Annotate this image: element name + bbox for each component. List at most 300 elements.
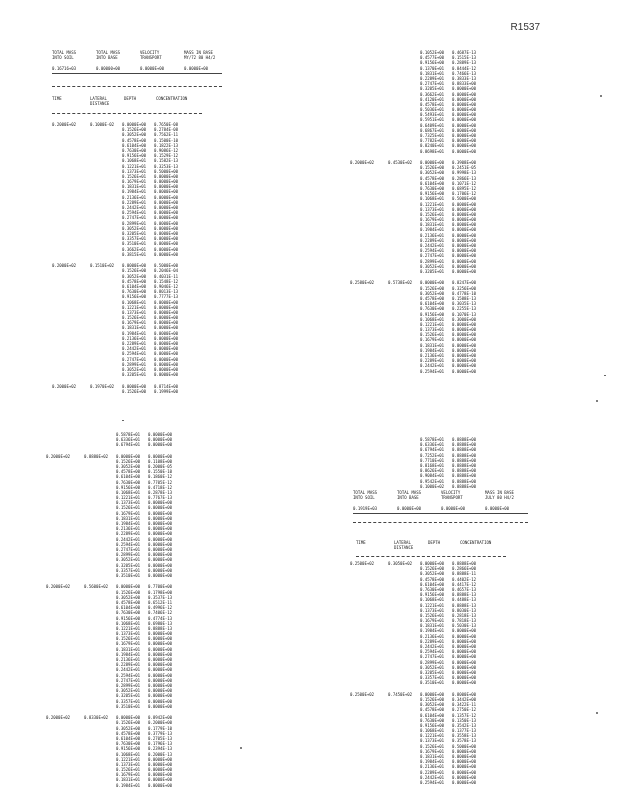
concentration-value: 0.0000E+00	[148, 698, 173, 704]
depth-value: 0.2289E+01	[116, 662, 141, 668]
header-value: 0.16716+03	[52, 66, 77, 71]
depth-value: 0.3052E+01	[116, 557, 141, 563]
time-value: 0.2500E+02	[350, 561, 375, 566]
concentration-value: 0.0000E+00	[148, 515, 173, 521]
depth-value: 0.2136E+01	[420, 353, 445, 359]
concentration-value: 0.0000E+00	[154, 236, 179, 242]
depth-value: 0.2289E+01	[420, 358, 445, 364]
concentration-value: 0.0000E+00	[452, 222, 477, 228]
depth-value: 0.3815E+01	[122, 251, 147, 257]
concentration-value: 0.0000E+00	[452, 774, 477, 780]
time-value: 0.2000E+02	[52, 122, 77, 127]
concentration-value: 0.8833E+00	[452, 81, 477, 87]
depth-value: 0.6409E+01	[420, 122, 445, 128]
concentration-value: 0.0000E+00	[148, 453, 173, 459]
concentration-value: 0.0000E+00	[148, 505, 173, 511]
depth-value: 0.5036E+01	[420, 107, 445, 113]
header-value: 0.0000E+00	[441, 506, 466, 511]
column-header-rule	[52, 113, 202, 114]
data-block	[46, 454, 196, 579]
concentration-value: 0.0000E+00	[154, 346, 179, 352]
concentration-value: 0.0000E+00	[452, 327, 477, 333]
depth-value: 0.0000E+00	[116, 453, 141, 459]
scan-speck	[596, 712, 598, 714]
depth-value: 0.1373E+01	[420, 738, 445, 744]
depth-value: 0.3052E+00	[116, 594, 141, 600]
concentration-value: 0.7818E-13	[452, 618, 477, 624]
depth-value: 0.7630E+00	[420, 586, 445, 592]
concentration-column	[452, 692, 496, 785]
data-block	[46, 715, 196, 788]
depth-value: 0.2289E+01	[420, 769, 445, 775]
concentration-value: 0.0000E+00	[154, 320, 179, 326]
depth-value: 0.7252E+01	[420, 452, 445, 458]
depth-value: 0.1526E+01	[116, 505, 141, 511]
column-header-rule-right	[356, 556, 506, 557]
concentration-value: 0.2451E-05	[452, 165, 477, 171]
concentration-value: 0.1798E+00	[148, 589, 173, 595]
depth-value: 0.2442E+01	[116, 667, 141, 673]
concentration-value: 0.3035E-13	[452, 301, 477, 307]
concentration-value: 0.2878E-13	[148, 489, 173, 495]
depth-value: 0.1068E+01	[116, 489, 141, 495]
concentration-value: 0.0000E+00	[154, 330, 179, 336]
concentration-value: 0.0000E+00	[154, 351, 179, 357]
concentration-value: 0.4031E-11	[154, 273, 179, 279]
concentration-value: 0.5030E-13	[452, 623, 477, 629]
depth-value: 0.1831E+01	[122, 325, 147, 331]
depth-value: 0.7630E+00	[122, 289, 147, 295]
depth-value: 0.1679E+01	[420, 217, 445, 223]
depth-value: 0.1526E+00	[122, 268, 147, 274]
time-value: 0.2000E+02	[52, 383, 77, 389]
concentration-value: 0.0000E+00	[452, 664, 477, 670]
concentration-value: 0.0000E+00	[452, 248, 477, 254]
depth-value: 0.4120E+01	[420, 96, 445, 102]
depth-value: 0.1526E+00	[122, 127, 147, 133]
concentration-value: 0.0000E+00	[148, 667, 173, 673]
concentration-value: 0.8888E+00	[452, 452, 477, 458]
depth-value: 0.1068E+01	[116, 620, 141, 626]
depth-value: 0.1526E+00	[420, 285, 445, 291]
depth-value: 0.4578E+00	[420, 175, 445, 181]
concentration-value: 0.2784E-08	[154, 127, 179, 133]
depth-value: 0.6794E+01	[420, 447, 445, 453]
header-label: TOTAL MASS INTO SOIL	[353, 490, 378, 500]
concentration-value: 0.2000E+00	[148, 720, 173, 726]
concentration-value: 0.0000E+00	[148, 677, 173, 683]
depth-value: 0.6104E+00	[420, 180, 445, 186]
concentration-value: 0.7650E-08	[154, 122, 179, 127]
concentration-value: 0.8888E+00	[452, 437, 477, 442]
depth-value: 0.1373E+01	[116, 631, 141, 637]
col-header-concentration: CONCENTRATION	[156, 96, 188, 101]
col-header-distance: LATERAL DISTANCE	[394, 540, 414, 550]
header-rule-mid-dashed	[353, 522, 528, 523]
depth-value: 0.3052E+01	[116, 688, 141, 694]
concentration-value: 0.0000E+00	[452, 143, 477, 149]
concentration-value: 0.2046E-04	[154, 268, 179, 274]
depth-value: 0.3052E+01	[122, 366, 147, 372]
depth-value: 0.3052E+01	[420, 263, 445, 269]
concentration-value: 0.0000E+00	[452, 779, 477, 785]
depth-value: 0.2136E+01	[420, 232, 445, 238]
depth-value: 0.4578E+00	[122, 137, 147, 143]
depth-value: 0.1068E+01	[420, 316, 445, 322]
concentration-value: 0.5000E+00	[452, 743, 477, 749]
depth-value: 0.1370E+01	[420, 65, 445, 71]
depth-value: 0.1068E+01	[420, 728, 445, 734]
concentration-value: 0.0000E+00	[154, 194, 179, 200]
concentration-value: 0.7466E-13	[452, 70, 477, 76]
depth-value: 0.0000E+00	[420, 280, 445, 286]
depth-value: 0.2899E+01	[122, 220, 147, 226]
depth-value: 0.6104E+00	[420, 581, 445, 587]
concentration-value: 0.0000E+00	[154, 241, 179, 247]
concentration-value: 0.1706E-12	[452, 191, 477, 197]
concentration-value: 0.0000E+00	[148, 767, 173, 773]
col-header-time: TIME	[356, 540, 366, 545]
concentration-value: 0.4718E-12	[148, 484, 173, 490]
concentration-value: 0.3253E-13	[154, 163, 179, 169]
concentration-value: 0.3779E-13	[148, 730, 173, 736]
data-block	[350, 437, 500, 489]
depth-value: 0.5951E+01	[420, 117, 445, 123]
concentration-value: 0.0000E+00	[452, 227, 477, 233]
header-rule	[52, 73, 222, 74]
depth-value: 0.2899E+01	[122, 361, 147, 367]
depth-value: 0.0000E+00	[122, 122, 147, 127]
concentration-value: 0.0000E+00	[154, 173, 179, 179]
time-value: 0.2580E+02	[350, 280, 375, 286]
depth-value: 0.1526E+01	[420, 211, 445, 217]
depth-value: 0.7630E+00	[420, 185, 445, 191]
concentration-value: 0.0000E+00	[452, 754, 477, 760]
depth-value: 0.0000E+00	[420, 561, 445, 566]
concentration-value: 0.1779E-10	[148, 725, 173, 731]
concentration-column	[148, 454, 192, 579]
depth-value: 0.2747E+01	[420, 253, 445, 259]
concentration-value: 0.0000E+00	[452, 138, 477, 144]
depth-value: 0.2289E+01	[116, 531, 141, 537]
concentration-value: 0.0000E+00	[154, 230, 179, 236]
header-label: VELOCITY TRANSPORT	[441, 490, 463, 500]
depth-value: 0.2136E+01	[420, 764, 445, 770]
depth-value: 0.4578E+00	[420, 295, 445, 301]
data-block	[350, 280, 500, 374]
concentration-value: 0.8714E+00	[154, 383, 179, 389]
depth-value: 0.2442E+01	[420, 644, 445, 649]
concentration-value: 0.4778E-10	[452, 290, 477, 296]
depth-value: 0.0000E+00	[420, 160, 445, 165]
concentration-value: 0.1822E-13	[154, 142, 179, 148]
time-value: 0.2500E+02	[350, 691, 375, 697]
concentration-value: 0.0000E+00	[452, 268, 477, 274]
depth-value: 0.4578E+00	[116, 730, 141, 736]
depth-value: 0.3205E+01	[420, 86, 445, 92]
depth-value: 0.3052E+00	[420, 702, 445, 708]
concentration-value: 0.1550E-10	[148, 469, 173, 475]
depth-value: 0.9156E+00	[116, 484, 141, 490]
depth-value: 0.1221E+01	[420, 321, 445, 327]
concentration-value: 0.3908E+00	[452, 160, 477, 165]
concentration-value: 0.1515E-13	[452, 55, 477, 61]
concentration-value: 0.1548E-12	[154, 278, 179, 284]
depth-value: 0.1221E+01	[420, 733, 445, 739]
concentration-value: 0.8247E+00	[452, 280, 477, 286]
concentration-value: 0.2000E-05	[148, 463, 173, 469]
concentration-value: 0.7777E-13	[154, 294, 179, 300]
data-block	[52, 263, 202, 377]
depth-value: 0.1068E+01	[116, 751, 141, 757]
depth-value: 0.1984E+01	[116, 651, 141, 657]
concentration-value: 0.2394E-13	[148, 746, 173, 752]
concentration-value: 0.0000E+00	[148, 526, 173, 532]
concentration-value: 0.2255E-13	[452, 306, 477, 312]
depth-value: 0.1679E+01	[420, 618, 445, 624]
concentration-value: 0.2000E-13	[148, 751, 173, 757]
depth-value: 0.1984E+01	[122, 189, 147, 195]
concentration-column	[452, 280, 496, 373]
depth-value: 0.9156E+00	[116, 746, 141, 752]
concentration-value: 0.9998E-13	[452, 170, 477, 176]
distance-value: 0.5600E+02	[84, 584, 109, 590]
concentration-value: 0.0000E+00	[452, 258, 477, 264]
time-value: 0.2000E+02	[46, 453, 71, 459]
depth-value: 0.1679E+01	[116, 772, 141, 778]
concentration-value: 0.0000E+00	[154, 251, 179, 257]
depth-value: 0.9156E+00	[420, 722, 445, 728]
concentration-value: 0.0000E+00	[154, 335, 179, 341]
concentration-value: 0.0000E+00	[452, 253, 477, 259]
depth-value: 0.1526E+00	[420, 696, 445, 702]
depth-value: 0.3052E+00	[420, 290, 445, 296]
depth-value: 0.7630E+00	[420, 717, 445, 723]
concentration-value: 0.4996E-12	[148, 605, 173, 611]
concentration-value: 0.0000E+00	[154, 184, 179, 190]
concentration-value: 0.0000E+00	[148, 688, 173, 694]
depth-value: 0.2289E+01	[122, 341, 147, 346]
depth-value: 0.1526E+00	[116, 458, 141, 464]
depth-value: 0.0000E+00	[116, 584, 141, 590]
concentration-value: 0.0000E+00	[148, 442, 173, 448]
depth-value: 0.1221E+01	[116, 756, 141, 762]
concentration-value: 0.0000E+00	[452, 638, 477, 644]
depth-value: 0.6104E+00	[122, 142, 147, 148]
depth-value: 0.3052E+00	[116, 463, 141, 469]
concentration-value: 0.0000E+00	[452, 368, 477, 374]
concentration-value: 0.0000E+00	[148, 651, 173, 657]
concentration-value: 0.0000E+00	[148, 672, 173, 678]
depth-value: 0.1831E+01	[420, 222, 445, 228]
depth-value: 0.1526E+00	[420, 566, 445, 572]
time-value: 0.2000E+02	[46, 584, 71, 590]
concentration-value: 0.0000E+00	[452, 133, 477, 138]
depth-value: 0.7325E+01	[420, 133, 445, 138]
header-top-left	[52, 50, 244, 71]
depth-value: 0.1679E+01	[122, 179, 147, 185]
scan-mark	[604, 375, 606, 376]
concentration-value: 0.0000E+00	[148, 521, 173, 527]
concentration-column	[148, 715, 192, 788]
distance-value: 0.1970E+02	[90, 383, 115, 389]
depth-value: 0.1526E+01	[116, 767, 141, 773]
depth-value: 0.2136E+01	[116, 657, 141, 663]
distance-value: 0.4530E+02	[388, 160, 413, 165]
depth-value: 0.1068E+01	[420, 196, 445, 202]
concentration-value: 0.0000E+00	[148, 541, 173, 547]
concentration-value: 0.0000E+00	[452, 96, 477, 102]
depth-value: 0.1831E+01	[116, 777, 141, 783]
data-block	[52, 122, 202, 257]
distance-value: 0.5738E+02	[388, 280, 413, 286]
depth-value: 0.7630E+00	[116, 610, 141, 616]
concentration-value: 0.0000E+00	[154, 315, 179, 321]
concentration-value: 0.0000E+00	[154, 215, 179, 221]
depth-value: 0.2594E+01	[122, 351, 147, 357]
concentration-value: 0.0000E+00	[154, 210, 179, 216]
concentration-value: 0.8888E+00	[452, 462, 477, 468]
depth-value: 0.2442E+01	[116, 536, 141, 542]
concentration-value: 0.0000E+00	[148, 437, 173, 443]
concentration-value: 0.0000E+00	[154, 299, 179, 305]
depth-value: 0.2747E+01	[122, 215, 147, 221]
data-block	[350, 160, 500, 274]
header-value: 0.00000+00	[96, 66, 121, 71]
data-block	[350, 50, 500, 154]
concentration-value: 0.1529E-12	[154, 153, 179, 159]
concentration-value: 0.0000E+00	[452, 211, 477, 217]
depth-value: 0.1373E+01	[116, 500, 141, 506]
concentration-value: 0.4402E-12	[452, 576, 477, 582]
concentration-value: 0.2866E+00	[452, 566, 477, 572]
concentration-value: 0.0000E+00	[148, 552, 173, 558]
concentration-value: 0.0000E+00	[148, 756, 173, 762]
depth-value: 0.4577E+00	[420, 55, 445, 61]
depth-value: 0.5878E+01	[116, 432, 141, 437]
depth-value: 0.2594E+01	[116, 672, 141, 678]
depth-value: 0.2136E+01	[122, 194, 147, 200]
concentration-value: 0.0000E+00	[452, 232, 477, 238]
depth-value: 0.3357E+01	[122, 236, 147, 242]
concentration-value: 0.0000E+00	[452, 633, 477, 639]
concentration-value: 0.8888E+00	[452, 442, 477, 448]
concentration-value: 0.4687E-13	[452, 50, 477, 55]
depth-value: 0.1000E+02	[420, 483, 445, 489]
concentration-value: 0.0000E+00	[148, 693, 173, 699]
concentration-value: 0.7562E-11	[154, 132, 179, 138]
depth-value: 0.3052E+00	[420, 170, 445, 176]
concentration-value: 0.0000E+00	[452, 649, 477, 655]
concentration-value: 0.0000E+00	[452, 86, 477, 92]
concentration-value: 0.0000E+00	[452, 243, 477, 248]
concentration-value: 0.1500E-10	[154, 137, 179, 143]
concentration-value: 0.1588E-13	[452, 295, 477, 301]
concentration-column	[452, 50, 496, 154]
concentration-value: 0.0000E+00	[148, 567, 173, 573]
depth-value: 0.2289E+01	[122, 199, 147, 205]
depth-value: 0.2747E+01	[122, 356, 147, 362]
depth-value: 0.7630E+00	[420, 306, 445, 312]
depth-value: 0.3205E+01	[116, 562, 141, 568]
concentration-value: 0.9086E-12	[154, 147, 179, 153]
depth-value: 0.2747E+01	[116, 677, 141, 683]
concentration-value: 0.7700E+00	[148, 584, 173, 590]
depth-value: 0.2899E+01	[116, 552, 141, 558]
depth-value: 0.1679E+01	[116, 510, 141, 516]
depth-value: 0.1373E+01	[420, 327, 445, 333]
depth-value: 0.9542E+01	[420, 478, 445, 484]
concentration-value: 0.0000E+00	[452, 127, 477, 133]
concentration-value: 0.1582E-13	[154, 158, 179, 164]
depth-value: 0.1984E+01	[122, 330, 147, 336]
depth-value: 0.1526E+01	[420, 743, 445, 749]
depth-value: 0.1984E+01	[116, 782, 141, 788]
concentration-value: 0.0000E+00	[148, 782, 173, 788]
concentration-value: 0.8888E+00	[452, 473, 477, 479]
concentration-value: 0.0000E+00	[148, 536, 173, 542]
concentration-column	[148, 584, 192, 709]
depth-value: 0.3510E+01	[420, 680, 445, 686]
depth-value: 0.1984E+01	[420, 628, 445, 634]
depth-value: 0.4578E+00	[116, 599, 141, 605]
concentration-column	[452, 437, 496, 489]
depth-value: 0.5878E+01	[420, 437, 445, 442]
depth-value: 0.6104E+00	[420, 301, 445, 307]
depth-value: 0.2442E+01	[420, 363, 445, 369]
concentration-value: 0.8888E+00	[452, 447, 477, 453]
concentration-value: 0.0000E+00	[154, 325, 179, 331]
depth-value: 0.2289E+01	[420, 75, 445, 81]
concentration-value: 0.1070E-13	[452, 311, 477, 317]
depth-value: 0.3052E+01	[122, 225, 147, 231]
depth-value: 0.1984E+01	[420, 759, 445, 765]
concentration-value: 0.0000E+00	[452, 769, 477, 775]
concentration-value: 0.8888E+00	[452, 483, 477, 489]
depth-value: 0.2594E+01	[420, 248, 445, 254]
distance-value: 0.8330E+02	[84, 715, 109, 721]
depth-value: 0.9156E+00	[122, 153, 147, 159]
depth-value: 0.1373E+01	[420, 607, 445, 613]
concentration-value: 0.0000E+00	[148, 703, 173, 709]
time-value: 0.2000E+02	[350, 160, 375, 165]
depth-value: 0.2594E+01	[420, 649, 445, 655]
distance-value: 0.8880E+02	[84, 453, 109, 459]
concentration-value: 0.0000E+00	[452, 206, 477, 212]
header-value: 0.1919E+03	[353, 506, 378, 511]
concentration-value: 0.8888E+00	[452, 457, 477, 463]
concentration-value: 0.0000E+00	[154, 246, 179, 252]
header-mid-right	[353, 490, 545, 511]
concentration-value: 0.0000E+00	[452, 117, 477, 123]
header-rule-mid	[353, 513, 528, 514]
depth-value: 0.0000E+00	[420, 691, 445, 697]
concentration-value: 0.3578E-13	[452, 738, 477, 744]
concentration-value: 0.3000E+00	[452, 316, 477, 322]
concentration-value: 0.8888E-13	[148, 625, 173, 631]
data-block	[46, 584, 196, 709]
concentration-value: 0.9046E-12	[154, 283, 179, 289]
depth-value: 0.1068E+01	[420, 597, 445, 603]
concentration-value: 0.0000E+00	[452, 347, 477, 353]
depth-value: 0.3052E+00	[122, 273, 147, 279]
concentration-value: 0.0000E+00	[452, 644, 477, 649]
concentration-value: 0.0000E+00	[154, 205, 179, 210]
concentration-value: 0.0000E+00	[148, 531, 173, 537]
depth-value: 0.1984E+01	[116, 521, 141, 527]
depth-value: 0.1373E+01	[420, 206, 445, 212]
concentration-value: 0.7406E-12	[148, 610, 173, 616]
